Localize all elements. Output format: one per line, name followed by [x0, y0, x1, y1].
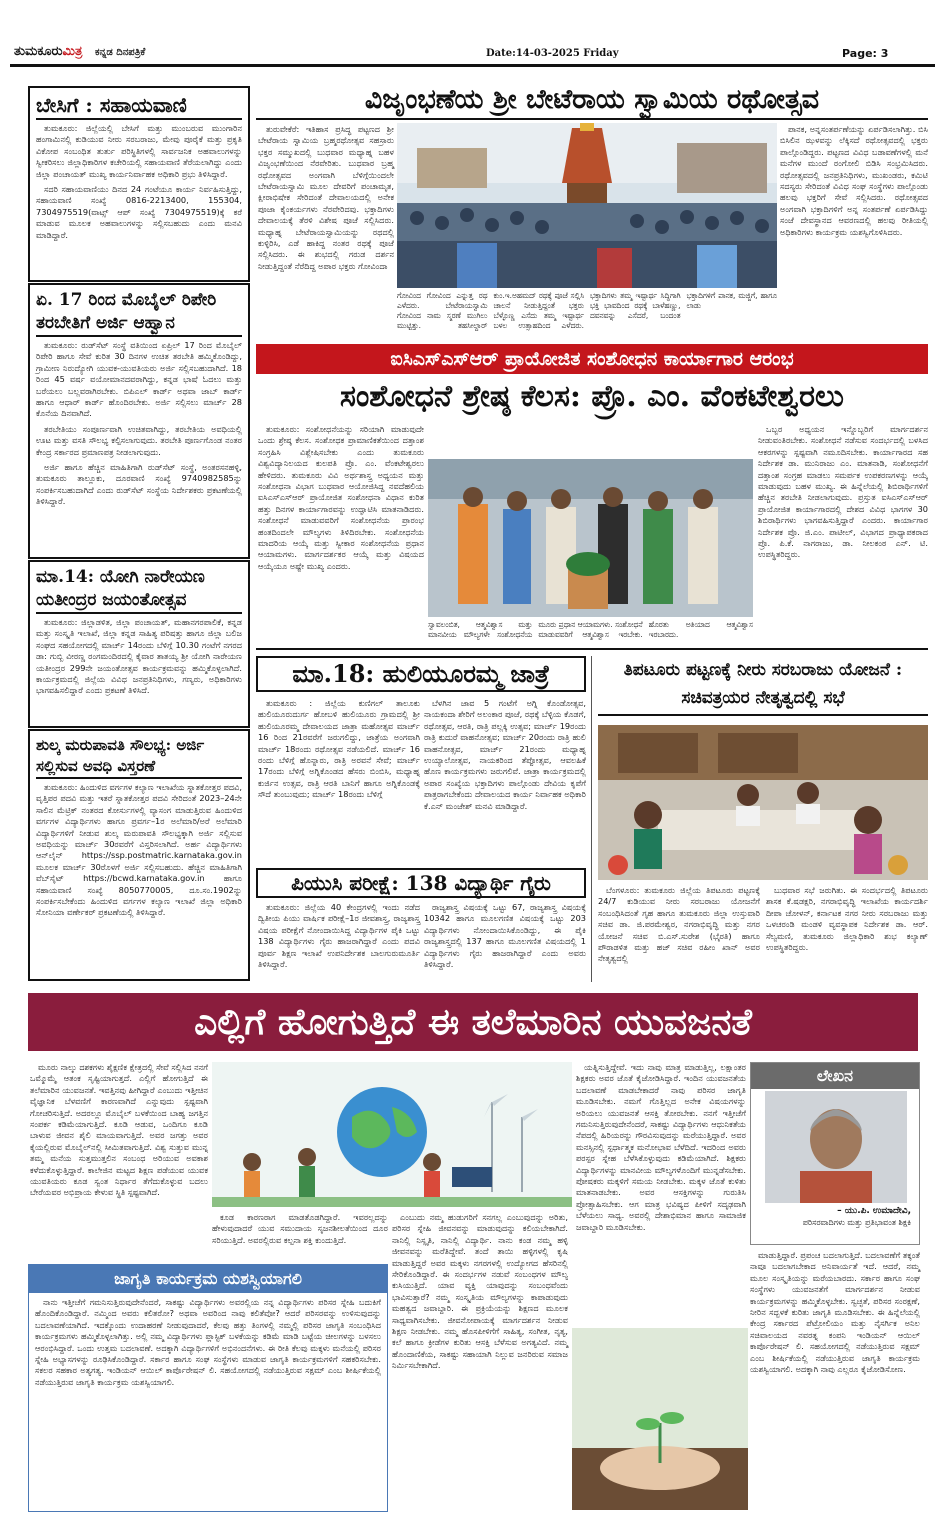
rathotsava-left-para: ತುರುವೇಕೆರೆ: ಇತಿಹಾಸ ಪ್ರಸಿದ್ಧ ಪಟ್ಟಣದ ಶ್ರೀ ಬೇಟೆರಾಯ ಸ್ವಾಮಿಯ ಬ್ರಹ್ಮರಥೋತ್ಸವ ಸಹಸ್ರಾರು ಭಕ್ತರ ಸಮ್ಮುಖದಲ್ಲಿ ಬುಧವಾರ ಮಧ್ಯಾಹ್ನ ಬಹಳ ವಿಜೃಂಭಣೆಯಿಂದ ನೆರವೇರಿತು. ಬುಧವಾರ ಬ್ರಹ್ಮ ರಥೋತ್ಸವದ ಅಂಗವಾಗಿ ಬೆಳಿಗ್ಗೆಯಿಂದಲೇ ಬೇಟೆರಾಯಸ್ವಾಮಿ ಮೂಲ ದೇವರಿಗೆ ಪಂಚಾಮೃತ, ಕ್ಷೀರಾಭಿಷೇಕ ಸೇರಿದಂತೆ ದೇವಾಲಯದಲ್ಲಿ ಅನೇಕ ಪೂಜಾ ಕೈಂಕರ್ಯಗಳು ನೆರವೇರಿದವು. ಭಕ್ತಾದಿಗಳು ದೇವಾಲಯಕ್ಕೆ ತೆರಳಿ ವಿಶೇಷ ಪೂಜೆ ಸಲ್ಲಿಸಿದರು. ಮಧ್ಯಾಹ್ನ ಬೇಟೆರಾಯಸ್ವಾಮಿಯನ್ನು ರಥದಲ್ಲಿ ಕುಳ್ಳಿರಿಸಿ, ಎಡೆ ಹಾಕಿದ್ದ ನಂತರ ರಥಕ್ಕೆ ಪೂಜೆ ಸಲ್ಲಿಸಿದರು. ಈ ಶುಭದಲ್ಲಿ ಗರುಡ ದರ್ಶನ ನೀಡುತ್ತಿದ್ದಂತೆ ನೆರೆದಿದ್ದ ಅಪಾರ ಭಕ್ತರು ಗೋವಿಂದಾ [258, 124, 394, 271]
puc-headline-box [256, 868, 586, 898]
icssr-left-para: ತುಮಕೂರು: ಸಂಶೋಧನೆಯನ್ನು ಸರಿಯಾಗಿ ಮಾಡುವುದೇ ಒಂದು ಶ್ರೇಷ್ಠ ಕೆಲಸ. ಸಂಶೋಧಕ ಪ್ರಾಮಾಣಿಕತೆಯಿಂದ ದತ್ತಾಂಶ ಸಂಗ್ರಹಿಸಿ ವಿಶ್ಲೇಷಿಸಬೇಕು ಎಂದು ತುಮಕೂರು ವಿಶ್ವವಿದ್ಯಾನಿಲಯದ ಕುಲಪತಿ ಪ್ರೊ. ಎಂ. ವೆಂಕಟೇಶ್ವರಲು ಹೇಳಿದರು. ತುಮಕೂರು ವಿವಿ ಅರ್ಥಶಾಸ್ತ್ರ ಅಧ್ಯಯನ ಮತ್ತು ಸಂಶೋಧನಾ ವಿಭಾಗ ಬುಧವಾರ ಆಯೋಜಿಸಿದ್ದ ನವದೆಹಲಿಯ ಐಸಿಎಸ್‌ಎಸ್‌ಆರ್ ಪ್ರಾಯೋಜಿತ ಸಂಶೋಧನಾ ವಿಧಾನ ಕುರಿತ ಹತ್ತು ದಿನಗಳ ಕಾರ್ಯಾಗಾರವನ್ನು ಉದ್ಘಾಟಿಸಿ ಮಾತನಾಡಿದರು. ಸಂಶೋಧನೆ ಮಾಡುವವರಿಗೆ ಸಂಶೋಧನೆಯ ಪ್ರಾರಂಭ ಹಂತದಿಂದಲೇ ಮೌಲ್ಯಗಳು ತಿಳಿದಿರಬೇಕು. ಸಂಶೋಧನೆಯ ಮಾದರಿಯ ಆಯ್ಕೆ ಮತ್ತು ಸ್ವೀಕಾರ ಸಂಶೋಧನೆಯ ಪ್ರಧಾನ ಆಯಾಮಗಳು. ಮಾರ್ಗದರ್ಶಕರ ಆಯ್ಕೆ ಮತ್ತು ವಿಷಯದ ಆಯ್ಕೆಯೂ ಅಷ್ಟೇ ಮುಖ್ಯ ಎಂದರು. [258, 424, 424, 571]
puc-left-para: ತುಮಕೂರು: ಜಿಲ್ಲೆಯ 40 ಕೇಂದ್ರಗಳಲ್ಲಿ ಇಂದು ನಡೆದ ದ್ವಿತೀಯ ಪಿಯು ವಾರ್ಷಿಕ ಪರೀಕ್ಷೆ–1ರ ಜೀವಶಾಸ್ತ್ರ, ರಾಜ್ಯಶಾಸ್ತ್ರ ವಿಷಯ ಪರೀಕ್ಷೆಗೆ ನೋಂದಾಯಿಸಿದ್ದ ವಿದ್ಯಾರ್ಥಿಗಳ ಪೈಕಿ ಒಟ್ಟು 138 ವಿದ್ಯಾರ್ಥಿಗಳು ಗೈರು ಹಾಜರಾಗಿದ್ದಾರೆ ಎಂದು ಪದವಿ ಪೂರ್ವ ಶಿಕ್ಷಣ ಇಲಾಖೆ ಉಪನಿರ್ದೇಶಕ ಬಾಲಗುರುಮೂರ್ತಿ ತಿಳಿಸಿದ್ದಾರೆ. [258, 902, 420, 970]
masthead-rule [10, 64, 935, 67]
huliyuramma-text-right [424, 698, 586, 860]
plant-photo [572, 1328, 748, 1510]
author-desc: ಪರಿಸರವಾದಿಗಳು ಮತ್ತು ಪ್ರತಿಭಾವಂತ ಶಿಕ್ಷಕಿ [802, 1218, 911, 1227]
puc-headline: ಪಿಯುಸಿ ಪರೀಕ್ಷೆ: 138 ವಿದ್ಯಾರ್ಥಿ ಗೈರು [291, 871, 551, 895]
icssr-photo [428, 459, 753, 617]
logo-main: ತುಮಕೂರು [14, 44, 63, 59]
workshop-inauguration-image [428, 459, 753, 617]
youth-col-3 [576, 1062, 746, 1324]
mobile-repair-body [36, 340, 242, 552]
jagruti-label: ಜಾಗೃತಿ ಕಾರ್ಯಕ್ರಮ ಯಶಸ್ವಿಯಾಗಲಿ [29, 1265, 387, 1293]
huliyuramma-left-para: ತುಮಕೂರು : ಜಿಲ್ಲೆಯ ಕುಣಿಗಲ್ ತಾಲೂಕು ಹುಲಿಯೂರುದುರ್ಗ ಹೋಬಳಿ ಹುಲಿಯೂರು ಗ್ರಾಮದಲ್ಲಿ ಶ್ರೀ ಹುಲಿಯೂರಮ್ಮ ದೇವಾಲಯದ ಜಾತ್ರಾ ಮಹೋತ್ಸವ ಮಾರ್ಚ್ 16 ರಿಂದ 21ರವರೆಗೆ ಜರುಗಲಿದ್ದು, ಜಾತ್ರೆಯ ಅಂಗವಾಗಿ ಮಾರ್ಚ್ 18ರಂದು ರಥೋತ್ಸವ ನಡೆಯಲಿದೆ. ಮಾರ್ಚ್ 16 ರಂದು ಬೆಳಿಗ್ಗೆ ಹೊನ್ನಾರು, ರಾತ್ರಿ ಅರವನೆ ಸೇವೆ; ಮಾರ್ಚ್ 17ರಂದು ಬೆಳಿಗ್ಗೆ ಅಗ್ನಿಕೊಂಡದ ಹೆಸರು ಬಿಂಬಿಸಿ, ಮಧ್ಯಾಹ್ನ ಕುರ್ಜಿನ ಉತ್ಸವ, ರಾತ್ರಿ ಆರತಿ ಬಾನಿಗೆ ಹಾಗೂ ಅಗ್ನಿಕೊಂಡಕ್ಕೆ ಸೌದೆ ತುಂಬುವುದು; ಮಾರ್ಚ್ 18ರಂದು ಬೆಳಿಗ್ಗೆ [258, 698, 420, 800]
puc-right-para: ರಾಜ್ಯಶಾಸ್ತ್ರ ವಿಷಯಕ್ಕೆ ಒಟ್ಟು 67, ರಾಜ್ಯಶಾಸ್ತ್ರ ವಿಷಯಕ್ಕೆ 10342 ಹಾಗೂ ಮೂಲಗಣಿತ ವಿಷಯಕ್ಕೆ ಒಟ್ಟು 203 ವಿದ್ಯಾರ್ಥಿಗಳು ನೋಂದಾಯಿಸಿಕೊಂಡಿದ್ದು, ಈ ಪೈಕಿ ರಾಜ್ಯಶಾಸ್ತ್ರದಲ್ಲಿ 137 ಹಾಗೂ ಮೂಲಗಣಿತ ವಿಷಯದಲ್ಲಿ 1 ವಿದ್ಯಾರ್ಥಿಗಳು ಗೈರು ಹಾಜರಾಗಿದ್ದಾರೆ ಎಂದು ಅವರು ತಿಳಿಸಿದ್ದಾರೆ. [424, 902, 586, 970]
icssr-text-right [758, 424, 928, 640]
rathotsava-photo-caption: ಗೋವಿಂದ ಗೋವಿಂದ ಎನ್ನುತ್ತ ರಥ ಎಳೆದರು. ಬೇಟೆರಾಯಸ್ವಾಮಿ ಗೋವಿಂದ ನಾಮ ಸ್ಮರಣೆ ಮುಗಿಲು ಮುಟ್ಟಿತ್ತು. ತಹಸೀಲ್ದಾರ್ ಕುಂ.ಇ.ಅಹಮದ್ ರಥಕ್ಕೆ ಪೂಜೆ ಸಲ್ಲಿಸಿ ಚಾಲನೆ ನೀಡುತ್ತಿದ್ದಂತೆ ಭಕ್ತರು ಬೆಳ್ಳೊಣ್ಣ ಎಸೆದು ತಮ್ಮ ಇಷ್ಟಾರ್ಥ ಬಳಲ ಉತ್ಸಾಹದಿಂದ ಎಳೆದರು. ಭಕ್ತಾದಿಗಳು ತಮ್ಮ ಇಷ್ಟಾರ್ಥ ಸಿದ್ಧಿಗಾಗಿ ಭಕ್ತಿ ಭಾವದಿಂದ ರಥಕ್ಕೆ ಬಾಳೆಹಣ್ಣು, ದವನವನ್ನು ಎಸೆದರೆ, ಬಂದಂತ ಭಕ್ತಾದಿಗಳಿಗೆ ಪಾನಕ, ಮಜ್ಜಿಗೆ, ಹಾಗೂ ಲಾಡು [397, 291, 777, 330]
youth-col-2 [392, 1212, 568, 1452]
youth-under-img-para: ಕೂಡ ಕಾರಣರಾಗ ಮಾಡತೊಡಗಿದ್ದಾರೆ. ಇವರಲ್ಲದನ್ನು ಹೇಳುವುದಾದರೆ ಯುವ ಸಮುದಾಯ ಸೃಜನಶೀಲತೆಯಿಂದ ದೂರ ಸರಿಯುತ್ತಿದೆ. ಅವರಲ್ಲಿರುವ ಕಲ್ಪನಾ ಶಕ್ತಿ ಕುಂದುತ್ತಿದೆ. [212, 1212, 388, 1245]
author-name: – ಯು.ಪಿ. ಉಮಾದೇವಿ, [837, 1206, 911, 1216]
huliyuramma-headline-box [256, 656, 586, 692]
helpline-para-1: ತುಮಕೂರು: ಜಿಲ್ಲೆಯಲ್ಲಿ ಬೇಸಿಗೆ ಮತ್ತು ಮುಂಬರುವ ಮುಂಗಾರಿನ ಹಂಗಾಮಿನಲ್ಲಿ ಕುಡಿಯುವ ನೀರು ಸರಬರಾಜು, ಮೇವು ಪೂರೈಕೆ ಮತ್ತು ಪ್ರಕೃತಿ ವಿಕೋಪ ಸಂಬಂಧಿತ ತುರ್ತು ಪರಿಸ್ಥಿತಿಗಳಲ್ಲಿ ಸಾರ್ವಜನಿಕ ಅಹವಾಲುಗಳನ್ನು ಸ್ವೀಕರಿಸಲು ಜಿಲ್ಲಾಧಿಕಾರಿಗಳ ಕಚೇರಿಯಲ್ಲಿ ಸಹಾಯವಾಣಿ ತೆರೆಯಲಾಗಿದ್ದು ಎಂದು ಜಿಲ್ಲಾ ಪಂಚಾಯತ್ ಮುಖ್ಯ ಕಾರ್ಯನಿರ್ವಾಹಕ ಅಧಿಕಾರಿ ಪ್ರಭು ತಿಳಿಸಿದ್ದಾರೆ. [36, 123, 242, 179]
rathotsava-photo [397, 123, 777, 288]
masthead [0, 0, 945, 70]
youth-col-1-para: ಮೂರು ನಾಲ್ಕು ದಶಕಗಳು ಶೈಕ್ಷಣಿಕ ಕ್ಷೇತ್ರದಲ್ಲಿ ಸೇವೆ ಸಲ್ಲಿಸಿದ ನನಗೆ ಒಮ್ಮೊಮ್ಮೆ ಆತಂಕ ಸೃಷ್ಟಿಯಾಗುತ್ತದೆ. ಎಲ್ಲಿಗೆ ಹೋಗುತ್ತಿದೆ ಈ ತಲೆಮಾರಿನ ಯುವಜನತೆ. ಇವತ್ತಿನವು ಹೀಗಿದ್ದಾರೆ ಎಂಬುದು ಇತ್ತೀಚಿನ ವೈಜ್ಞಾನಿಕ ಬೆಳವಣಿಗೆ ಕಾರಣವಾಗಿದೆ ಎನ್ನುವುದು ಸ್ಪಷ್ಟವಾಗಿ ಗೋಚರಿಸುತ್ತಿದೆ. ಅದರಲ್ಲೂ ಮೊಬೈಲ್ ಬಳಕೆಯಿಂದ ಬಾಹ್ಯ ಜಗತ್ತಿನ ಸಂಪರ್ಕ ಕಡಿಮೆಯಾಗುತ್ತಿದೆ. ಕೂಡಿ ಆಡುವ, ಒಂದಿಗೂ ಕೂಡಿ ಬಾಳುವ ಜೀವನ ಶೈಲಿ ಮಾಯವಾಗುತ್ತಿದೆ. ಅವರ ಜಗತ್ತು ಅವರ ಕೈಯಲ್ಲಿರುವ ಮೊಬೈಲ್‌ನಲ್ಲಿ ಸೀಮಿತವಾಗುತ್ತಿದೆ. ವಿಶ್ವ ಸುತ್ತುವ ಮುನ್ನ ತಮ್ಮ ಮನೆಯ ಸುತ್ತಮುತ್ತಲಿನ ಸಂಬಂಧ ಅರಿಯುವ ಅವಕಾಶ ಕಳೆದುಕೊಳ್ಳುತ್ತಿದ್ದಾರೆ. ಕಾಲೇಜಿನ ಮಟ್ಟದ ಶಿಕ್ಷಣ ಪಡೆಯುವ ಯುವಕ ಯುವತಿಯರು ಕೂಡ ಸ್ವಂತ ನಿರ್ಧಾರ ತೆಗೆದುಕೊಳ್ಳುವ ಬದಲು ಬೇರೆಯವರ ಅಭಿಪ್ರಾಯ ಕೇಳುವ ಸ್ಥಿತಿ ಸ್ಪಷ್ಟವಾಗಿದೆ. [30, 1062, 208, 1198]
yogi-jayanti-headline: ಮಾ.14: ಯೋಗಿ ನಾರೇಯಣ ಯತೀಂದ್ರರ ಜಯಂತೋತ್ಸವ [36, 566, 242, 614]
mobile-repair-para-1: ತುಮಕೂರು: ರುಡ್‌ಸೆಟ್ ಸಂಸ್ಥೆ ವತಿಯಿಂದ ಏಪ್ರಿಲ್ 17 ರಿಂದ ಮೊಬೈಲ್ ರಿಪೇರಿ ಹಾಗೂ ಸೇವೆ ಕುರಿತ 30 ದಿನಗಳ ಉಚಿತ ತರಬೇತಿ ಹಮ್ಮಿಕೊಂಡಿದ್ದು, ಗ್ರಾಮೀಣ ನಿರುದ್ಯೋಗಿ ಯುವಕ-ಯುವತಿಯರು ಅರ್ಜಿ ಸಲ್ಲಿಸಬಹುದಾಗಿದೆ. 18 ರಿಂದ 45 ವರ್ಷ ವಯೋಮಾನದವರಾಗಿದ್ದು, ಕನ್ನಡ ಭಾಷೆ ಓದಲು ಮತ್ತು ಬರೆಯಲು ಬಲ್ಲವರಾಗಿರಬೇಕು. ಬಿಪಿಎಲ್ ಕಾರ್ಡ್ ಅಥವಾ ಜಾಬ್ ಕಾರ್ಡ್ ಹಾಗೂ ಆಧಾರ್ ಕಾರ್ಡ್ ಹೊಂದಿರಬೇಕು. ಅರ್ಜಿ ಸಲ್ಲಿಸಲು ಮಾರ್ಚ್ 28 ಕೊನೆಯ ದಿನವಾಗಿದೆ. [36, 340, 242, 419]
youth-col-4 [750, 1250, 920, 1512]
huliyuramma-headline: ಮಾ.18: ಹುಲಿಯೂರಮ್ಮ ಜಾತ್ರೆ [292, 659, 550, 688]
author-photo [765, 1091, 905, 1203]
youth-col-2-para: ಎಂಬುದು ನಮ್ಮ ಹುಡುಗರಿಗೆ ಸನಗಲ್ಲ ಎಂಬುವುದನ್ನು ಅರಿತು, ಪರಿಸರ ಸ್ನೇಹಿ ಜೀವನವನ್ನು ಮಾಡುವುದನ್ನು ಕಲಿಯಬೇಕಾಗಿದೆ. ನಾನಿಲ್ಲಿ ನಿಸ್ಸೃತಿ, ನಾನಿಲ್ಲಿ ವಿದ್ಯಾರ್ಥಿ. ನಾನು ಕಂಡ ನಮ್ಮ ಹಳ್ಳಿ ಜೀವನವನ್ನು ಮರೆತಿದ್ದೇವೆ. ತಂದೆ ತಾಯಿ ಹಳ್ಳಿಗಳಲ್ಲಿ ಕೃಷಿ ಮಾಡುತ್ತಿದ್ದರೆ ಅವರ ಮಕ್ಕಳು ನಗರಗಳಲ್ಲಿ ಉದ್ಯೋಗದ ಹೆಸರಿನಲ್ಲಿ ಸೇರಿಕೊಂಡಿದ್ದಾರೆ. ಈ ಸಂದರ್ಭಗಳ ನಡುವೆ ಸಂಬಂಧಗಳ ಮೌಲ್ಯ ಕುಸಿಯುತ್ತಿದೆ. ಯಾವ ವ್ಯಕ್ತಿ ಯಾವುದನ್ನು ಸಂಬಂಧವೆಂದು ಭಾವಿಸುತ್ತಾರೆ? ನಮ್ಮ ಸಂಸ್ಕೃತಿಯ ಮೌಲ್ಯಗಳನ್ನು ಕಾಪಾಡುವುದು ಮಹತ್ವದ ಜವಾಬ್ದಾರಿ. ಈ ಪ್ರಕ್ರಿಯೆಯನ್ನು ಶಿಕ್ಷಣದ ಮೂಲಕ ಸಾಧ್ಯವಾಗಿಸಬೇಕು. ಜೀವನೋಪಾಯಕ್ಕೆ ಮಾರ್ಗದರ್ಶನ ನೀಡುವ ಶಿಕ್ಷಣ ನೀಡಬೇಕು. ನಮ್ಮ ಹೊಸಪೀಳಿಗೆಗೆ ಸಾಹಿತ್ಯ, ಸಂಗೀತ, ನೃತ್ಯ, ಕಲೆ ಹಾಗೂ ಕ್ರೀಡೆಗಳ ಕುರಿತು ಆಸಕ್ತಿ ಬೆಳೆಸುವ ಅಗತ್ಯವಿದೆ. ನಮ್ಮ ಹೊಂದಾಣಿಕೆಯ, ಸಾಕಷ್ಟು ಸಹಾಯಾಗಿ ನಿಲ್ಲುವ ಜನರಿರುವ ಸಮಾಜ ನಿರ್ಮಿಸಬೇಕಾಗಿದೆ. [392, 1212, 568, 1371]
helpline-headline: ಬೇಸಿಗೆ : ಸಹಾಯವಾಣಿ [36, 92, 242, 120]
icssr-banner: ಐಸಿಎಸ್‌ಎಸ್‌ಆರ್ ಪ್ರಾಯೋಜಿತ ಸಂಶೋಧನ ಕಾರ್ಯಾಗಾರ ಆರಂಭ [256, 344, 928, 374]
tiptur-right-para: ಬುಧವಾರ ಸಭೆ ಜರುಗಿತು. ಈ ಸಂದರ್ಭದಲ್ಲಿ ತಿಪಟೂರು ಶಾಸಕ ಕೆ.ಷಡಕ್ಷರಿ, ನಗರಾಭಿವೃದ್ಧಿ ಇಲಾಖೆಯ ಕಾರ್ಯದರ್ಶಿ ದೀಪಾ ಚೋಳನ್, ಕರ್ನಾಟಕ ನಗರ ನೀರು ಸರಬರಾಜು ಮತ್ತು ಒಳಚರಂಡಿ ಮಂಡಳಿ ವ್ಯವಸ್ಥಾಪಕ ನಿರ್ದೇಶಕ ಡಾ. ಆರ್. ಸೆಲ್ವಮಣಿ, ತುಮಕೂರು ಜಿಲ್ಲಾಧಿಕಾರಿ ಶುಭ ಕಲ್ಯಾಣ್ ಉಪಸ್ಥಿತರಿದ್ದರು. [766, 885, 928, 953]
youth-under-img-text [212, 1212, 388, 1262]
author-portrait [765, 1091, 907, 1203]
fee-refund-para: ತುಮಕೂರು: ಹಿಂದುಳಿದ ವರ್ಗಗಳ ಕಲ್ಯಾಣ ಇಲಾಖೆಯ ಸ್ನಾತಕೋತ್ತರ ಪದವಿ, ವೃತ್ತಿಪರ ಪದವಿ ಮತ್ತು ಇತರೆ ಸ್ನಾತಕೋತ್ತರ ಪದವಿ ಸೇರಿದಂತೆ 2023–24ನೇ ಸಾಲಿನ ಮೆಟ್ರಿಕ್ ನಂತರದ ಕೋರ್ಸುಗಳಲ್ಲಿ ವ್ಯಾಸಂಗ ಮಾಡುತ್ತಿರುವ ಹಿಂದುಳಿದ ವರ್ಗಗಳ ವಿದ್ಯಾರ್ಥಿಗಳು ಹಾಗೂ ಪ್ರವರ್ಗ–1ರ ಅಲೆಮಾರಿ/ಅರೆ ಅಲೆಮಾರಿ ವಿದ್ಯಾರ್ಥಿಗಳಿಗೆ ನೀಡುವ ಶುಲ್ಕ ಮರುಪಾವತಿ ಸೌಲಭ್ಯಕ್ಕಾಗಿ ಅರ್ಜಿ ಸಲ್ಲಿಸುವ ಅವಧಿಯನ್ನು ಮಾರ್ಚ್ 30ರವರೆಗೆ ವಿಸ್ತರಿಸಲಾಗಿದೆ. ಅರ್ಹ ವಿದ್ಯಾರ್ಥಿಗಳು ಆನ್‌ಲೈನ್ https://ssp.postmatric.karnataka.gov.in ಮೂಲಕ ಮಾರ್ಚ್ 30ರೊಳಗೆ ಅರ್ಜಿ ಸಲ್ಲಿಸಬಹುದು. ಹೆಚ್ಚಿನ ಮಾಹಿತಿಗಾಗಿ ವೆಬ್‌ಸೈಟ್ https://bcwd.karnataka.gov.in ಹಾಗೂ ಸಹಾಯವಾಣಿ ಸಂಖ್ಯೆ 8050770005, ದೂ.ಸಂ.1902ನ್ನು ಸಂಪರ್ಕಿಸಬೇಕೆಂದು ಹಿಂದುಳಿದ ವರ್ಗಗಳ ಕಲ್ಯಾಣ ಇಲಾಖೆ ಜಿಲ್ಲಾ ಅಧಿಕಾರಿ ಸೋನಿಯಾ ವರ್ಣೇಕರ್ ಪ್ರಕಟಣೆಯಲ್ಲಿ ತಿಳಿಸಿದ್ದಾರೆ. [36, 782, 242, 918]
chariot-festival-image [397, 123, 777, 288]
author-label: ಲೇಖನ [751, 1063, 919, 1089]
icssr-text-left [258, 424, 424, 640]
youth-col-3-para: ಯತ್ನಿಸುತ್ತಿದ್ದೇವೆ. ಇದು ನಾವು ಮಾತ್ರ ಮಾಡುತ್ತಿಲ್ಲ, ಲಕ್ಷಾಂತರ ಶಿಕ್ಷಕರು ಅವರ ಜೊತೆ ಕೈಜೋಡಿಸಿದ್ದಾರೆ. ಇಂದಿನ ಯುವಜನತೆಯ ಬದಲಾವಣೆ ಮಾಡಬೇಕಾದರೆ ನಾವು ಪರಿಸರ ಜಾಗೃತಿ ಮೂಡಿಸಬೇಕು. ನಮಗೆ ಗೊತ್ತಿಲ್ಲದ ಅನೇಕ ವಿಷಯಗಳನ್ನು ಅರಿಯಲು ಯುವಜನತೆ ಆಸಕ್ತಿ ತೋರಬೇಕು. ನನಗೆ ಇತ್ತೀಚೆಗೆ ಗಮನಿಸುತ್ತಿರುವುದೇನೆಂದರೆ, ಸಾಕಷ್ಟು ವಿದ್ಯಾರ್ಥಿಗಳು ಆಧುನಿಕತೆಯ ನೆಪದಲ್ಲಿ ಹಿರಿಯರನ್ನು ಗೌರವಿಸುವುದನ್ನು ಮರೆಯುತ್ತಿದ್ದಾರೆ. ಅವರ ಮನಸ್ಸಿನಲ್ಲಿ ಸ್ಪರ್ಧಾತ್ಮಕ ಮನೋಭಾವ ಬೆಳೆದಿದೆ. ಇದರಿಂದ ಅವರು ಪರಸ್ಪರ ಸ್ನೇಹ ಬೆಳೆಸಿಕೊಳ್ಳುವುದು ಕಡಿಮೆಯಾಗಿದೆ. ಶಿಕ್ಷಕರು ವಿದ್ಯಾರ್ಥಿಗಳನ್ನು ಮಾನವೀಯ ಮೌಲ್ಯಗಳೊಂದಿಗೆ ಮುನ್ನಡೆಸಬೇಕು. ಪೋಷಕರು ಮಕ್ಕಳಿಗೆ ಸಮಯ ನೀಡಬೇಕು. ಮಕ್ಕಳ ಜೊತೆ ಕುಳಿತು ಮಾತನಾಡಬೇಕು. ಅವರ ಆಸಕ್ತಿಗಳನ್ನು ಗುರುತಿಸಿ ಪ್ರೋತ್ಸಾಹಿಸಬೇಕು. ಆಗ ಮಾತ್ರ ಭವಿಷ್ಯದ ಪೀಳಿಗೆ ಸದೃಢವಾಗಿ ಬೆಳೆಯಲು ಸಾಧ್ಯ. ಅವರಲ್ಲಿ ದೇಶಾಭಿಮಾನ ಹಾಗೂ ಸಾಮಾಜಿಕ ಜವಾಬ್ದಾರಿ ಮೂಡಿಸಬೇಕು. [576, 1062, 746, 1232]
youth-col-1 [30, 1062, 208, 1262]
mobile-repair-headline: ಏ. 17 ರಿಂದ ಮೊಬೈಲ್ ರಿಪೇರಿ ತರಬೇತಿಗೆ ಅರ್ಜಿ ಆಹ್ವಾನ [36, 289, 242, 337]
puc-text-right [424, 902, 586, 982]
rathotsava-headline: ವಿಜೃಂಭಣೆಯ ಶ್ರೀ ಬೇಟೆರಾಯ ಸ್ವಾಮಿಯ ರಥೋತ್ಸವ [364, 84, 820, 115]
tiptur-left-para: ಬೆಂಗಳೂರು: ತುಮಕೂರು ಜಿಲ್ಲೆಯ ತಿಪಟೂರು ಪಟ್ಟಣಕ್ಕೆ 24/7 ಕುಡಿಯುವ ನೀರು ಸರಬರಾಜು ಯೋಜನೆಗೆ ಸಂಬಂಧಿಸಿದಂತೆ ಗೃಹ ಹಾಗೂ ತುಮಕೂರು ಜಿಲ್ಲಾ ಉಸ್ತುವಾರಿ ಸಚಿವ ಡಾ. ಜಿ.ಪರಮೇಶ್ವರ, ನಗರಾಭಿವೃದ್ಧಿ ಮತ್ತು ನಗರ ಯೋಜನೆ ಸಚಿವ ಬಿ.ಎಸ್.ಸುರೇಶ (ಭೈರತಿ) ಹಾಗೂ ಪೌರಾಡಳಿತ ಮತ್ತು ಹಜ್ ಸಚಿವ ರಹೀಂ ಖಾನ್ ಅವರ ನೇತೃತ್ವದಲ್ಲಿ [598, 885, 760, 964]
environment-illustration [212, 1062, 572, 1207]
tiptur-text-left [598, 885, 760, 981]
rathotsava-text-left [258, 124, 394, 271]
huliyuramma-right-para: ಬೆಳಗಿನ ಜಾವ 5 ಗಂಟೆಗೆ ಅಗ್ನಿ ಕೊಂಡೋತ್ಸವ, ನಾಯಕಂದಾ ಶೇರಿಗೆ ಅಲಂಕಾರ ಪೂಜೆ, ರಥಕ್ಕೆ ಬೆಳ್ಳಿಯ ಕೊಡಗೆ, ರಥೋತ್ಸವ, ಆರತಿ, ರಾತ್ರಿ ಪಲ್ಲಕ್ಕಿ ಉತ್ಸವ; ಮಾರ್ಚ್ 19ರಂದು ರಾತ್ರಿ ಕುದುರೆ ವಾಹನೋತ್ಸವ; ಮಾರ್ಚ್ 20ರಂದು ರಾತ್ರಿ ಹುಲಿ ವಾಹನೋತ್ಸವ, ಮಾರ್ಚ್ 21ರಂದು ಮಧ್ಯಾಹ್ನ ಉಯ್ಯಾಲೋತ್ಸವ, ನಾಯಕರಿಂದ ತೆಪ್ಪೋತ್ಸವ, ಆವಲಹಿಕೆ ಹೊಣ ಕಾರ್ಯಕ್ರಮಗಳು ಜರುಗಲಿವೆ. ಜಾತ್ರಾ ಕಾರ್ಯಕ್ರಮದಲ್ಲಿ ಅಪಾರ ಸಂಖ್ಯೆಯ ಭಕ್ತಾದಿಗಳು ಪಾಲ್ಗೊಂಡು ದೇವಿಯ ಕೃಪೆಗೆ ಪಾತ್ರರಾಗಬೇಕೆಂದು ದೇವಾಲಯದ ಕಾರ್ಯ ನಿರ್ವಾಹಕ ಅಧಿಕಾರಿ ಕೆ.ಎನ್ ಮಂಜೇಶ್ ಮನವಿ ಮಾಡಿದ್ದಾರೆ. [424, 698, 586, 811]
rathotsava-header [256, 82, 928, 120]
tiptur-text-right [766, 885, 928, 981]
icssr-caption: ಸ್ವಾವಲಂಬಿತ, ಆತ್ಮವಿಶ್ವಾಸ ಮತ್ತು ಮಾನವೀಯ ಮೌಲ್ಯಗಳೇ ಸಂಶೋಧನೆಯ ಮೂರು ಪ್ರಧಾನ ಆಯಾಮಗಳು. ಸಂಶೋಧನೆ ಮಾಡುವವರಿಗೆ ಆತ್ಮವಿಶ್ವಾಸ ಇರಬೇಕು. ಹೊರತು ಅತಿಯಾದ ಆತ್ಮವಿಶ್ವಾಸ ಇರಬಾರದು. [428, 620, 753, 639]
seedling-image [572, 1328, 748, 1510]
tiptur-headline: ತಿಪಟೂರು ಪಟ್ಟಣಕ್ಕೆ ನೀರು ಸರಬರಾಜು ಯೋಜನೆ : ಸಚಿವತ್ರಯರ ನೇತೃತ್ವದಲ್ಲಿ ಸಭೆ [598, 656, 928, 716]
column-divider [591, 656, 592, 982]
rathotsava-text-right [780, 124, 928, 284]
newspaper-logo [14, 44, 82, 59]
helpline-article [28, 86, 250, 282]
tiptur-photo [598, 725, 928, 880]
mobile-repair-para-3: ಅರ್ಜಿ ಹಾಗೂ ಹೆಚ್ಚಿನ ಮಾಹಿತಿಗಾಗಿ ರುಡ್‌ಸೆಟ್ ಸಂಸ್ಥೆ, ಅಂತರಸನಹಳ್ಳಿ, ತುಮಕೂರು ತಾಲ್ಲೂಕು, ದೂರವಾಣಿ ಸಂಖ್ಯೆ 9740982585ನ್ನು ಸಂಪರ್ಕಿಸಬಹುದಾಗಿದೆ ಎಂದು ರುಡ್‌ಸೆಟ್ ಸಂಸ್ಥೆಯ ನಿರ್ದೇಶಕರು ಪ್ರಕಟಣೆಯಲ್ಲಿ ತಿಳಿಸಿದ್ದಾರೆ. [36, 462, 242, 507]
issue-date: Date:14-03-2025 Friday [486, 48, 619, 59]
jagruti-body [29, 1293, 387, 1507]
mobile-repair-article [28, 283, 250, 559]
youth-banner: ಎಲ್ಲಿಗೆ ಹೋಗುತ್ತಿದೆ ಈ ತಲೆಮಾರಿನ ಯುವಜನತೆ [28, 993, 918, 1051]
yogi-jayanti-body [36, 617, 242, 723]
page-number: Page: 3 [842, 47, 889, 60]
mobile-repair-para-2: ತರಬೇತಿಯು ಸಂಪೂರ್ಣವಾಗಿ ಉಚಿತವಾಗಿದ್ದು, ತರಬೇತಿಯ ಅವಧಿಯಲ್ಲಿ ಊಟ ಮತ್ತು ವಸತಿ ಸೌಲಭ್ಯ ಕಲ್ಪಿಸಲಾಗುವುದು. ತರಬೇತಿ ಪೂರ್ಣಗೊಂಡ ನಂತರ ಕೇಂದ್ರ ಸರ್ಕಾರದ ಪ್ರಮಾಣಪತ್ರ ನೀಡಲಾಗುವುದು. [36, 423, 242, 457]
huliyuramma-text-left [258, 698, 420, 860]
icssr-headline: ಸಂಶೋಧನೆ ಶ್ರೇಷ್ಠ ಕೆಲಸ: ಪ್ರೊ. ಎಂ. ವೆಂಕಟೇಶ್ವರಲು [340, 379, 844, 414]
fee-refund-article [28, 729, 250, 981]
puc-text-left [258, 902, 420, 982]
yogi-jayanti-article [28, 560, 250, 728]
section-divider [256, 648, 928, 650]
helpline-para-2: ಸದರಿ ಸಹಾಯವಾಣಿಯು ದಿನದ 24 ಗಂಟೆಯೂ ಕಾರ್ಯ ನಿರ್ವಹಿಸುತ್ತಿದ್ದು, ಸಹಾಯವಾಣಿ ಸಂಖ್ಯೆ 0816-2213400, 155304, 7304975519(ವಾಟ್ಸ್ ಆಪ್ ಸಂಖ್ಯೆ 7304975519)ಕ್ಕೆ ಕರೆ ಮಾಡುವ ಮೂಲಕ ಅಹವಾಲುಗಳನ್ನು ಸಲ್ಲಿಸಬಹುದು ಎಂದು ಮನವಿ ಮಾಡಿದ್ದಾರೆ. [36, 184, 242, 240]
fee-refund-body [36, 782, 242, 978]
helpline-body [36, 123, 242, 279]
rathotsava-right-para: ಪಾನಕ, ಅನ್ನಸಂತರ್ಪಣೆಯನ್ನು ಏರ್ಪಡಿಸಲಾಗಿತ್ತು. ಬಿಸಿ ಬಿಸಿಲಿನ ಝಳವನ್ನು ಲೆಕ್ಕಿಸದೆ ರಥೋತ್ಸವದಲ್ಲಿ ಭಕ್ತರು ಪಾಲ್ಗೊಂಡಿದ್ದರು. ಪಟ್ಟಣದ ವಿವಿಧ ಬಡಾವಣೆಗಳಲ್ಲಿ ಮನೆ ಮನೆಗಳ ಮುಂದೆ ರಂಗೋಲಿ ಬಿಡಿಸಿ ಸಂಭ್ರಮಿಸಿದರು. ರಥೋತ್ಸವದಲ್ಲಿ ಜನಪ್ರತಿನಿಧಿಗಳು, ಮುಖಂಡರು, ಕಮಿಟಿ ಸದಸ್ಯರು ಸೇರಿದಂತೆ ವಿವಿಧ ಸಂಘ ಸಂಸ್ಥೆಗಳು ಪಾಲ್ಗೊಂಡು ಹಲವು ಭಕ್ತರಿಗೆ ಸೇವೆ ಸಲ್ಲಿಸಿದರು. ರಥೋತ್ಸವದ ಅಂಗವಾಗಿ ಭಕ್ತಾದಿಗಳಿಗೆ ಅನ್ನ ಸಂತರ್ಪಣೆ ಏರ್ಪಡಿಸಿದ್ದು ಸಂಜೆ ದೇವಸ್ಥಾನದ ಆವರಣದಲ್ಲಿ ಹಲವು ರೀತಿಯಲ್ಲಿ ಅಧಿಕಾರಿಗಳು ಕಾರ್ಯಕ್ರಮ ಯಶಸ್ವಿಗೊಳಿಸಿದರು. [780, 124, 928, 237]
fee-refund-headline: ಶುಲ್ಕ ಮರುಪಾವತಿ ಸೌಲಭ್ಯ: ಅರ್ಜಿ ಸಲ್ಲಿಸುವ ಅವಧಿ ವಿಸ್ತರಣೆ [36, 735, 242, 779]
meeting-image [598, 725, 928, 880]
logo-accent: ಮಿತ್ರ [62, 44, 83, 59]
jagruti-box [28, 1264, 388, 1512]
icssr-right-para: ಒಬ್ಬರ ಅಧ್ಯಯನ ಇನ್ನೊಬ್ಬರಿಗೆ ಮಾರ್ಗದರ್ಶನ ನೀಡುವಂತಿರಬೇಕು. ಸಂಶೋಧನೆ ನಡೆಸುವ ಸಂದರ್ಭದಲ್ಲಿ ಬಳಸಿದ ಆಕರಗಳನ್ನು ಸ್ಪಷ್ಟವಾಗಿ ನಮೂದಿಸಬೇಕು. ಕಾರ್ಯಾಗಾರದ ಸಹ ನಿರ್ದೇಶಕ ಡಾ. ಮುನಿರಾಜು ಎಂ. ಮಾತನಾಡಿ, ಸಂಶೋಧನೆಗೆ ದತ್ತಾಂಶ ಸಂಗ್ರಹ ಮಾಡಲು ಸಮರ್ಪಕ ಉಪಕರಣಗಳನ್ನು ಆಯ್ಕೆ ಮಾಡುವುದು ಬಹಳ ಮುಖ್ಯ. ಈ ಹಿನ್ನೆಲೆಯಲ್ಲಿ ಶಿಬಿರಾರ್ಥಿಗಳಿಗೆ ಹೆಚ್ಚಿನ ತರಬೇತಿ ನೀಡಲಾಗುವುದು. ಪ್ರಸ್ತುತ ಐಸಿಎಸ್‌ಎಸ್‌ಆರ್ ಪ್ರಾಯೋಜಿತ ಕಾರ್ಯಾಗಾರದಲ್ಲಿ ದೇಶದ ವಿವಿಧ ಭಾಗಗಳ 30 ಶಿಬಿರಾರ್ಥಿಗಳು ಭಾಗವಹಿಸುತ್ತಿದ್ದಾರೆ ಎಂದರು. ಕಾರ್ಯಾಗಾರ ನಿರ್ದೇಶಕ ಪ್ರೊ. ಜಿ.ಎಂ. ಪಾಟೀಲ್, ವಿಭಾಗದ ಪ್ರಾಧ್ಯಾಪಕರಾದ ಪ್ರೊ. ಪಿ.ಕೆ. ನಾಗರಾಜು, ಡಾ. ನೀಲಕಂಠ ಎನ್. ಟಿ. ಉಪಸ್ಥಿತರಿದ್ದರು. [758, 424, 928, 560]
jagruti-para: ನಾನು ಇತ್ತೀಚೆಗೆ ಗಮನಿಸುತ್ತಿರುವುದೇನೆಂದರೆ, ಸಾಕಷ್ಟು ವಿದ್ಯಾರ್ಥಿಗಳು ಅವರಲ್ಲಿಯ ನನ್ನ ವಿದ್ಯಾರ್ಥಿಗಳು ಪರಿಸರ ಸ್ನೇಹಿ ಬದುಕಿಗೆ ಹೊಂದಿಕೊಂಡಿದ್ದಾರೆ. ನಮ್ಮಿಂದ ಅವರು ಕಲಿತರೋ? ಅಥವಾ ಅವರಿಂದ ನಾವು ಕಲಿತೆವೋ? ಆದರೆ ಪರಿಸರವನ್ನು ಉಳಿಸುವುದನ್ನು ಬದಲಾವಣೆಯಾಗಿದೆ. ಇದಕ್ಕೊಂದು ಉದಾಹರಣೆ ನೀಡುವುದಾದರೆ, ಕೆಲವು ಹತ್ತು ತಿಂಗಳಲ್ಲಿ ನಮ್ಮಲ್ಲಿ ಪರಿಸರ ಜಾಗೃತಿ ಸಂಬಂಧಿಸಿದ ಕಾರ್ಯಕ್ರಮಗಳು ಹಮ್ಮಿಕೊಳ್ಳಲಾಗಿತ್ತು. ಅಲ್ಲಿ ನಮ್ಮ ವಿದ್ಯಾರ್ಥಿಗಳು ಪ್ಲಾಸ್ಟಿಕ್ ಬಳಕೆಯನ್ನು ಕಡಿಮೆ ಮಾಡಿ ಬಟ್ಟೆಯ ಚೀಲಗಳನ್ನು ಬಳಸಲು ಆರಂಭಿಸಿದ್ದಾರೆ. ಒಂದು ಉತ್ತಮ ಬದಲಾವಣೆ. ಅದಕ್ಕಾಗಿ ವಿದ್ಯಾರ್ಥಿಗಳಿಗೆ ಅಭಿನಂದನೆಗಳು. ಈ ರೀತಿ ಕೆಲವು ಮಕ್ಕಳು ಮನೆಯಲ್ಲಿ ಪರಿಸರ ಸ್ನೇಹಿ ಅಭ್ಯಾಸಗಳನ್ನು ರೂಢಿಸಿಕೊಂಡಿದ್ದಾರೆ. ಸರ್ಕಾರ ಹಾಗೂ ಸಂಘ ಸಂಸ್ಥೆಗಳು ಮಾಡುವ ಜಾಗೃತಿ ಕಾರ್ಯಕ್ರಮಗಳಿಗೆ ಸಹಕರಿಸಬೇಕು. ಸಕಲರ ಸಹಕಾರ ಅತ್ಯಗತ್ಯ. ಇಂಡಿಯನ್ ಆಯಿಲ್ ಕಾರ್ಪೊರೇಷನ್ ಲಿ. ಸಹಯೋಗದಲ್ಲಿ ನಡೆಯುತ್ತಿರುವ ಸಕ್ಷಮ್ ಎಂಬ ಶೀರ್ಷಿಕೆಯಲ್ಲಿ ನಡೆಯುತ್ತಿರುವ ಜಾಗೃತಿ ಕಾರ್ಯಕ್ರಮ ಯಶಸ್ವಿಯಾಗಲಿ. [35, 1297, 381, 1387]
yogi-jayanti-para: ತುಮಕೂರು: ಜಿಲ್ಲಾಡಳಿತ, ಜಿಲ್ಲಾ ಪಂಚಾಯತ್, ಮಹಾನಗರಪಾಲಿಕೆ, ಕನ್ನಡ ಮತ್ತು ಸಂಸ್ಕೃತಿ ಇಲಾಖೆ, ಜಿಲ್ಲಾ ಕನ್ನಡ ಸಾಹಿತ್ಯ ಪರಿಷತ್ತು ಹಾಗೂ ಜಿಲ್ಲಾ ಬಲಿಜ ಸಂಘದ ಸಹಯೋಗದಲ್ಲಿ ಮಾರ್ಚ್ 14ರಂದು ಬೆಳಿಗ್ಗೆ 10.30 ಗಂಟೆಗೆ ನಗರದ ಡಾ: ಗುಬ್ಬಿ ವೀರಣ್ಣ ರಂಗಮಂದಿರದಲ್ಲಿ ಕೈವಾರ ತಾತಯ್ಯ ಶ್ರೀ ಯೋಗಿ ನಾರೇಯಣ ಯತೀಂದ್ರರ 299ನೇ ಜಯಂತೋತ್ಸವ ಕಾರ್ಯಕ್ರಮವನ್ನು ಹಮ್ಮಿಕೊಳ್ಳಲಾಗಿದೆ. ಕಾರ್ಯಕ್ರಮದಲ್ಲಿ ಜಿಲ್ಲೆಯ ವಿವಿಧ ಜನಪ್ರತಿನಿಧಿಗಳು, ಗಣ್ಯರು, ಅಧಿಕಾರಿಗಳು ಭಾಗವಹಿಸಲಿದ್ದಾರೆ ಎಂದು ಪ್ರಕಟಣೆ ತಿಳಿಸಿದೆ. [36, 617, 242, 696]
youth-col-4-para: ಮಾಡುತ್ತಿದ್ದಾರೆ. ಪ್ರಪಂಚ ಬದಲಾಗುತ್ತಿದೆ. ಬದಲಾವಣೆಗೆ ತಕ್ಕಂತೆ ನಾವೂ ಬದಲಾಗಬೇಕಾದ ಅನಿವಾರ್ಯತೆ ಇದೆ. ಆದರೆ, ನಮ್ಮ ಮೂಲ ಸಂಸ್ಕೃತಿಯನ್ನು ಮರೆಯಬಾರದು. ಸರ್ಕಾರ ಹಾಗೂ ಸಂಘ ಸಂಸ್ಥೆಗಳು ಯುವಜನತೆಗೆ ಮಾರ್ಗದರ್ಶನ ನೀಡುವ ಕಾರ್ಯಕ್ರಮಗಳನ್ನು ಹಮ್ಮಿಕೊಳ್ಳಬೇಕು. ಸ್ವಚ್ಛತೆ, ಪರಿಸರ ಸಂರಕ್ಷಣೆ, ನೀರಿನ ಸದ್ಬಳಕೆ ಕುರಿತು ಜಾಗೃತಿ ಮೂಡಿಸಬೇಕು. ಈ ಹಿನ್ನೆಲೆಯಲ್ಲಿ ಕೇಂದ್ರ ಸರ್ಕಾರದ ಪೆಟ್ರೋಲಿಯಂ ಮತ್ತು ನೈಸರ್ಗಿಕ ಅನಿಲ ಸಚಿವಾಲಯದ ನವರತ್ನ ಕಂಪನಿ ಇಂಡಿಯನ್ ಆಯಿಲ್ ಕಾರ್ಪೊರೇಷನ್ ಲಿ. ಸಹಯೋಗದಲ್ಲಿ ನಡೆಯುತ್ತಿರುವ ಸಕ್ಷಮ್ ಎಂಬ ಶೀರ್ಷಿಕೆಯಲ್ಲಿ ನಡೆಯುತ್ತಿರುವ ಜಾಗೃತಿ ಕಾರ್ಯಕ್ರಮ ಯಶಸ್ವಿಯಾಗಲಿ. ಅದಕ್ಕಾಗಿ ನಾವು ಎಲ್ಲರೂ ಕೈಜೋಡಿಸೋಣ. [750, 1250, 920, 1375]
author-box [750, 1062, 920, 1245]
newspaper-subtitle: ಕನ್ನಡ ದಿನಪತ್ರಿಕೆ [95, 47, 146, 58]
youth-illustration [212, 1062, 572, 1207]
